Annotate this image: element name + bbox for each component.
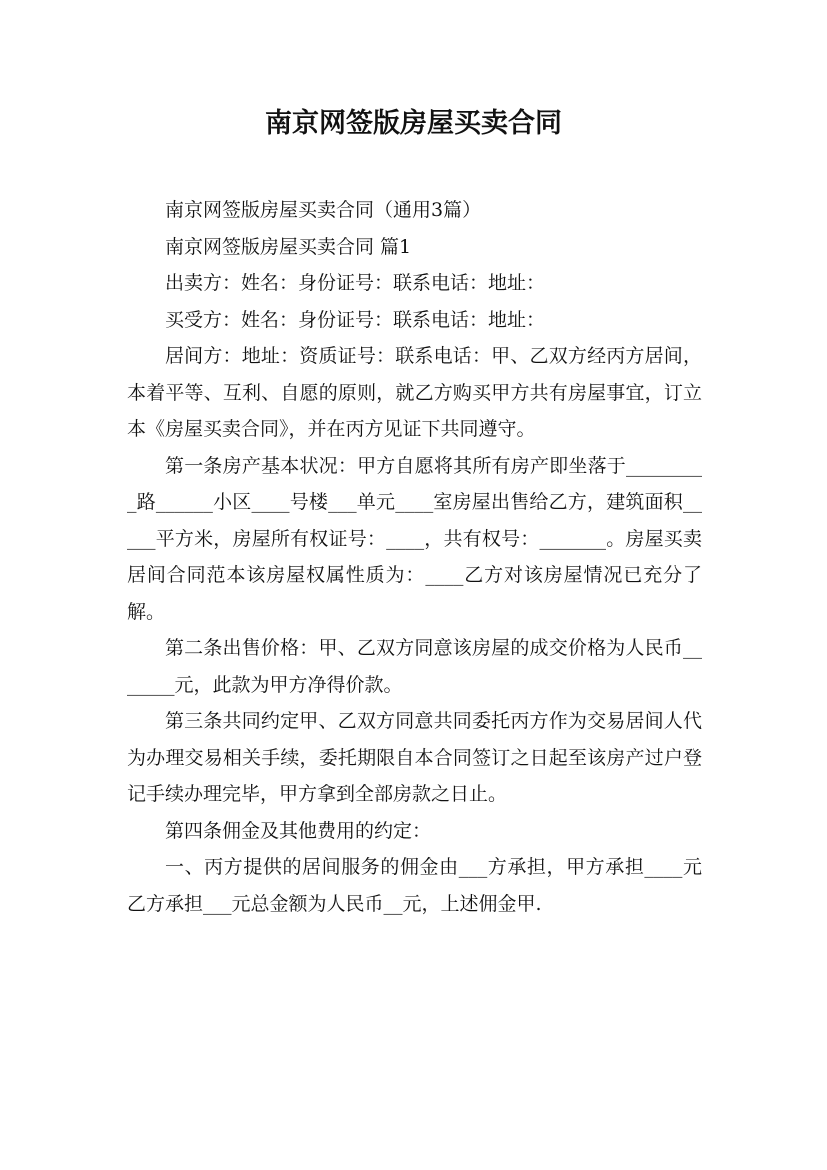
paragraph-section-title: 南京网签版房屋买卖合同 篇1 [165,235,412,258]
document-body [127,192,702,922]
paragraph-article-1: 第一条房产基本状况：甲方自愿将其所有房产即坐落于_________路______小区____号楼___单元____室房屋出售给乙方，建筑面积_____平方米，房屋所有权证号：____，共有权号：_______。房屋买卖居间合同范本该房屋权属性质为：____乙方对该房屋情况已充分了解。 [127,454,702,623]
paragraph-article-4: 第四条佣金及其他费用的约定： [165,819,432,842]
paragraph-intermediary: 居间方：地址：资质证号：联系电话：甲、乙双方经丙方居间，本着平等、互利、自愿的原则，就乙方购买甲方共有房屋事宜，订立本《房屋买卖合同》，并在丙方见证下共同遵守。 [127,345,702,440]
paragraph-heading: 南京网签版房屋买卖合同（通用3篇） [165,199,482,221]
paragraph-article-3: 第三条共同约定甲、乙双方同意共同委托丙方作为交易居间人代为办理交易相关手续，委托期限自本合同签订之日起至该房产过户登记手续办理完毕，甲方拿到全部房款之日止。 [127,710,702,805]
paragraph-seller: 出卖方：姓名：身份证号：联系电话：地址： [165,272,546,294]
paragraph-article-4-item-1: 一、丙方提供的居间服务的佣金由___方承担，甲方承担____元乙方承担___元总金额为人民币__元，上述佣金甲. [127,856,702,915]
paragraph-buyer: 买受方：姓名：身份证号：联系电话：地址： [165,308,546,331]
paragraph-article-2: 第二条出售价格：甲、乙双方同意该房屋的成交价格为人民币_______元，此款为甲方净得价款。 [127,637,702,696]
document-title: 南京网签版房屋买卖合同 [265,108,562,139]
